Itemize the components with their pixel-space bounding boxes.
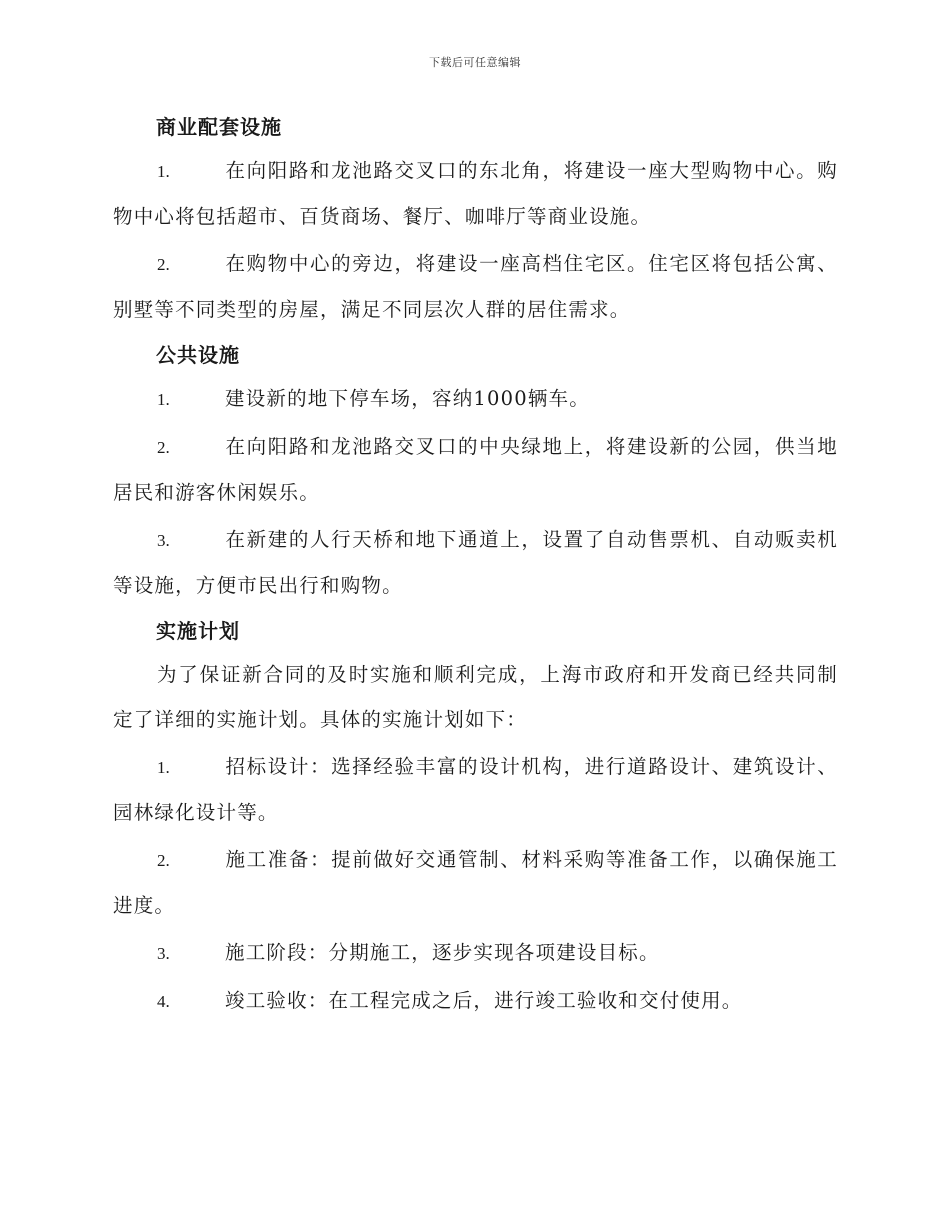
- list-item-number: 1.: [157, 390, 170, 409]
- section-heading-plan: 实施计划: [156, 619, 240, 643]
- list-item: [113, 241, 838, 332]
- list-item-text: 在购物中心的旁边，将建设一座高档住宅区。住宅区将包括公寓、别墅等不同类型的房屋，满足不同层次人群的居住需求。: [113, 252, 838, 321]
- list-item: [113, 837, 838, 928]
- list-item: [113, 930, 838, 976]
- list-item: [113, 744, 838, 835]
- list-item-text: 建设新的地下停车场，容纳1000辆车。: [225, 387, 590, 410]
- list-item-number: 1.: [157, 162, 170, 181]
- document-body: [113, 106, 838, 1026]
- list-item-text: 招标设计：选择经验丰富的设计机构，进行道路设计、建筑设计、园林绿化设计等。: [113, 755, 838, 824]
- list-item-text: 施工阶段：分期施工，逐步实现各项建设目标。: [225, 941, 660, 964]
- list-item-text: 竣工验收：在工程完成之后，进行竣工验收和交付使用。: [225, 989, 743, 1012]
- list-item-number: 1.: [157, 758, 170, 777]
- list-item: [113, 424, 838, 515]
- section-intro-paragraph: 为了保证新合同的及时实施和顺利完成，上海市政府和开发商已经共同制定了详细的实施计划。具体的实施计划如下：: [113, 663, 838, 731]
- list-item-number: 2.: [157, 851, 170, 870]
- header-note: 下载后可任意编辑: [429, 56, 521, 69]
- list-item-text: 在新建的人行天桥和地下通道上，设置了自动售票机、自动贩卖机等设施，方便市民出行和购物。: [113, 528, 838, 597]
- list-item: [113, 517, 838, 608]
- list-item-text: 施工准备：提前做好交通管制、材料采购等准备工作，以确保施工进度。: [113, 848, 838, 917]
- section-heading-public: 公共设施: [156, 343, 240, 367]
- section-heading-commercial: 商业配套设施: [156, 115, 282, 139]
- list-item-number: 3.: [157, 531, 170, 550]
- list-item-number: 2.: [157, 255, 170, 274]
- list-item-number: 3.: [157, 944, 170, 963]
- list-item-number: 4.: [157, 992, 170, 1011]
- list-item-text: 在向阳路和龙池路交叉口的东北角，将建设一座大型购物中心。购物中心将包括超市、百货商场、餐厅、咖啡厅等商业设施。: [113, 159, 838, 228]
- list-item: [113, 376, 838, 422]
- list-item-text: 在向阳路和龙池路交叉口的中央绿地上，将建设新的公园，供当地居民和游客休闲娱乐。: [113, 435, 838, 504]
- list-item-number: 2.: [157, 438, 170, 457]
- list-item: [113, 978, 838, 1024]
- list-item: [113, 148, 838, 239]
